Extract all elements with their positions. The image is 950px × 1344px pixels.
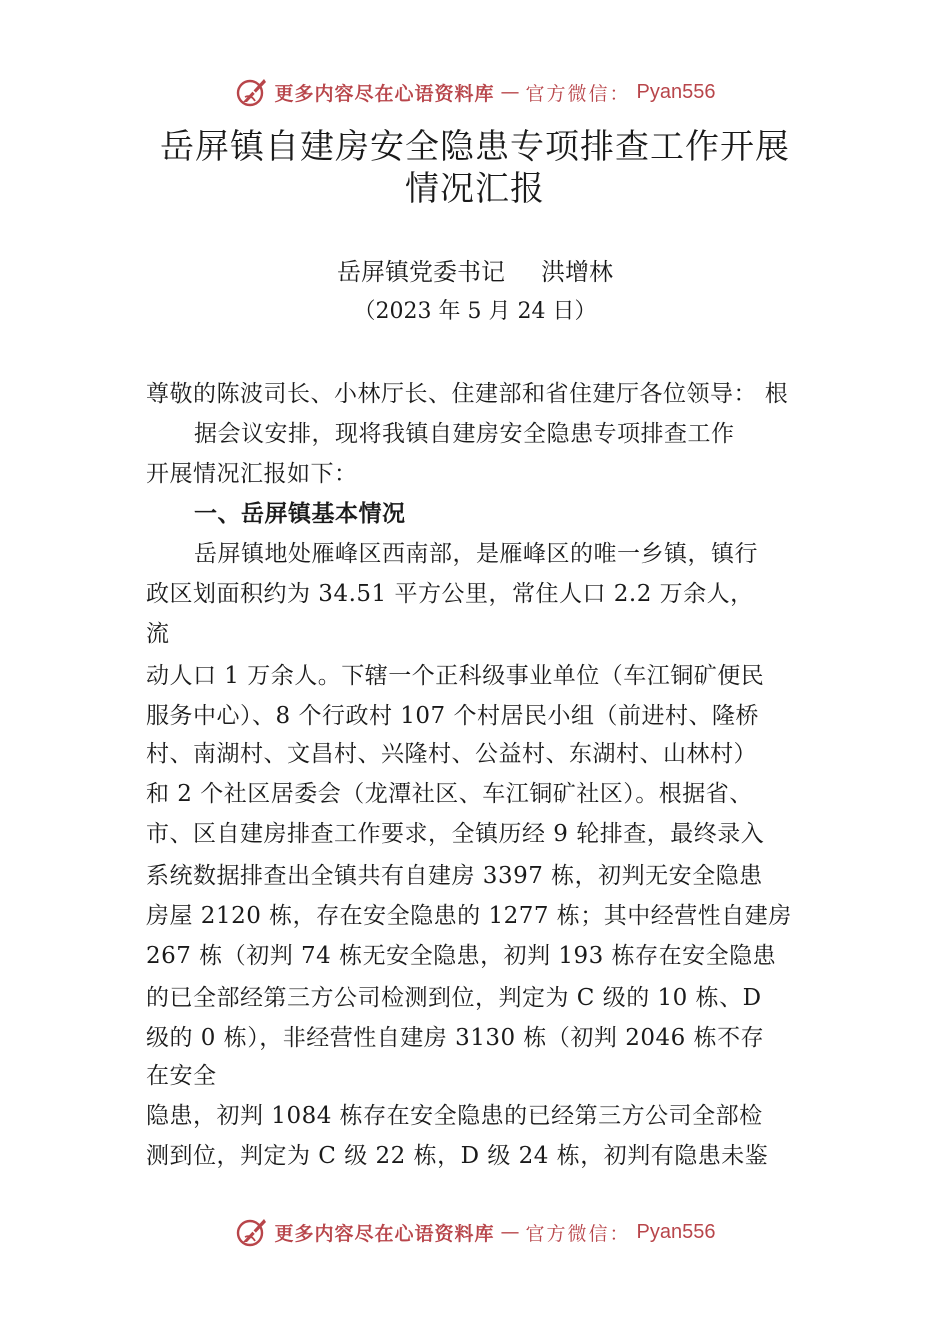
body-line: 隐患，初判 1084 栋存在安全隐患的已经第三方公司全部检 — [146, 1103, 763, 1129]
watermark-top — [0, 70, 950, 114]
body-line: 政区划面积约为 34.51 平方公里，常住人口 2.2 万余人， — [146, 581, 754, 607]
body-line: 房屋 2120 栋，存在安全隐患的 1277 栋；其中经营性自建房 — [146, 903, 792, 929]
body-line: 流 — [146, 621, 170, 647]
body-line: 开展情况汇报如下： — [146, 461, 358, 487]
title-line-2: 情况汇报 — [405, 169, 545, 209]
body-line: 服务中心）、8 个行政村 107 个村居民小组（前进村、隆桥 — [146, 703, 759, 729]
page-title — [120, 126, 830, 210]
watermark-official-text: 官方微信： — [525, 1222, 631, 1245]
watermark-wechat-id: Pyan556 — [636, 1220, 716, 1243]
report-date: （2023 年 5 月 24 日） — [353, 299, 597, 324]
author-position: 岳屏镇党委书记 — [337, 258, 505, 286]
body-line: 在安全 — [146, 1063, 217, 1089]
section-heading: 一、岳屏镇基本情况 — [194, 501, 406, 527]
body-line: 据会议安排，现将我镇自建房安全隐患专项排查工作 — [194, 421, 735, 447]
body-line: 系统数据排查出全镇共有自建房 3397 栋，初判无安全隐患 — [146, 863, 763, 889]
body-line: 267 栋（初判 74 栋无安全隐患，初判 193 栋存在安全隐患 — [146, 943, 777, 969]
quill-logo-icon — [235, 1215, 269, 1249]
body-line: 岳屏镇地处雁峰区西南部，是雁峰区的唯一乡镇，镇行 — [194, 541, 758, 567]
watermark-dash: — — [500, 81, 520, 103]
body-line: 测到位，判定为 C 级 22 栋，D 级 24 栋，初判有隐患未鉴 — [146, 1143, 769, 1169]
watermark-main-text: 更多内容尽在心语资料库 — [274, 1222, 495, 1245]
author-line — [0, 256, 950, 288]
author-name: 洪增林 — [541, 258, 613, 286]
body-line: 和 2 个社区居委会（龙潭社区、车江铜矿社区）。根据省、 — [146, 781, 753, 807]
watermark-wechat-id: Pyan556 — [636, 80, 716, 103]
body-line: 级的 0 栋），非经营性自建房 3130 栋（初判 2046 栋不存 — [146, 1025, 765, 1051]
body-line: 的已全部经第三方公司检测到位，判定为 C 级的 10 栋、D — [146, 985, 762, 1011]
body-line: 动人口 1 万余人。下辖一个正科级事业单位（车江铜矿便民 — [146, 663, 765, 689]
title-line-1: 岳屏镇自建房安全隐患专项排查工作开展 — [160, 127, 790, 167]
watermark-main-text: 更多内容尽在心语资料库 — [274, 82, 495, 105]
watermark-official-text: 官方微信： — [525, 82, 631, 105]
watermark-dash: — — [500, 1221, 520, 1243]
body-line: 市、区自建房排查工作要求，全镇历经 9 轮排查，最终录入 — [146, 821, 765, 847]
body-line: 村、南湖村、文昌村、兴隆村、公益村、东湖村、山林村） — [146, 741, 757, 767]
quill-logo-icon — [235, 75, 269, 109]
watermark-bottom — [0, 1210, 950, 1254]
body-line: 尊敬的陈波司长、小林厅长、住建部和省住建厅各位领导： 根 — [146, 381, 789, 407]
